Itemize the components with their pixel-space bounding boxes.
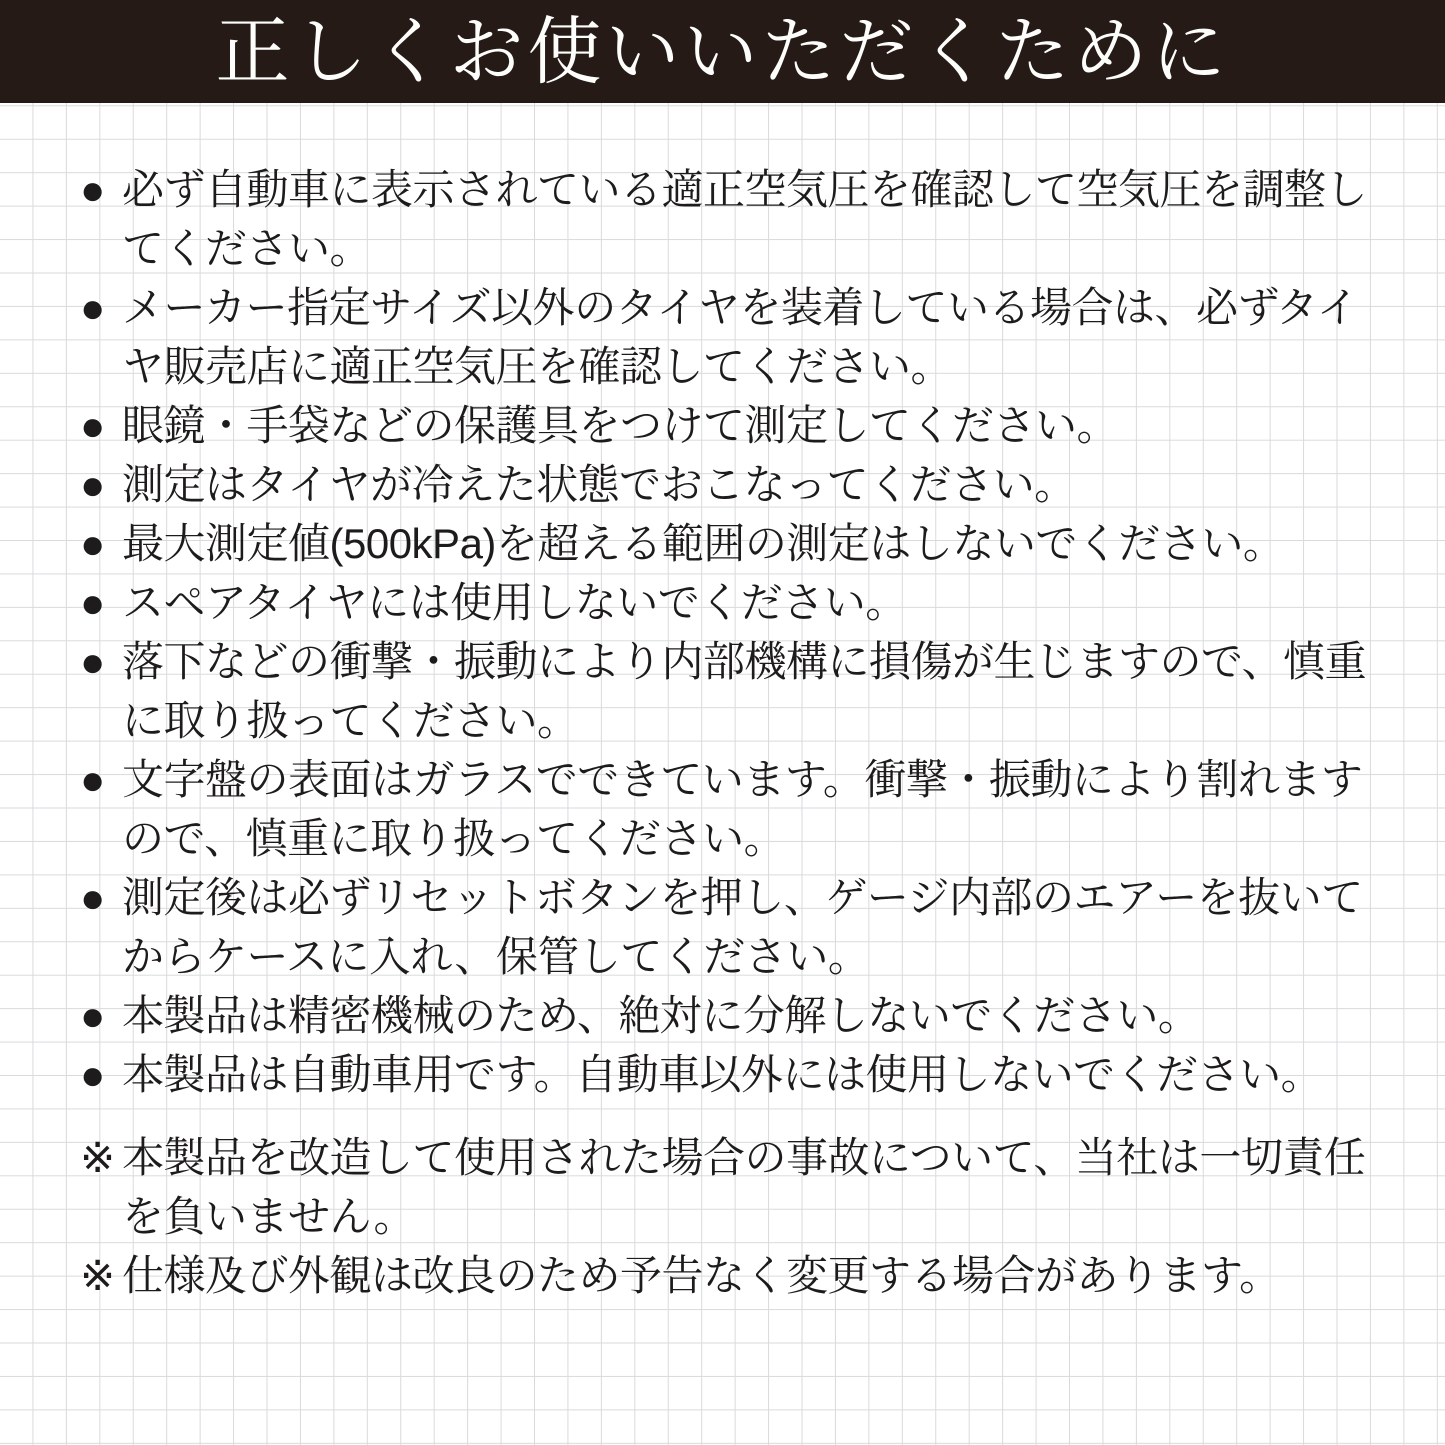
fine-print-item: [80, 1246, 1372, 1305]
bullet-icon: ●: [80, 992, 105, 1039]
note-item: [80, 455, 1372, 514]
fine-print-text: 仕様及び外観は改良のため予告なく変更する場合があります。: [122, 1252, 1281, 1299]
note-item: [80, 396, 1372, 455]
note-text: 眼鏡・手袋などの保護具をつけて測定してください。: [122, 402, 1119, 449]
bullet-icon: ●: [80, 520, 105, 567]
note-text: 測定後は必ずリセットボタンを押し、ゲージ内部のエアーを抜いてからケースに入れ、保管してください。: [122, 874, 1363, 980]
note-text: 落下などの衝撃・振動により内部機構に損傷が生じますので、慎重に取り扱ってください。: [122, 638, 1367, 744]
fine-print-text: 本製品を改造して使用された場合の事故について、当社は一切責任を負いません。: [122, 1134, 1366, 1240]
note-text: 文字盤の表面はガラスでできています。衝撃・振動により割れますので、慎重に取り扱ってください。: [122, 756, 1363, 862]
reference-mark-icon: ※: [80, 1134, 115, 1181]
bullet-icon: ●: [80, 1051, 105, 1098]
note-item: [80, 514, 1372, 573]
bullet-icon: ●: [80, 756, 105, 803]
note-text: 必ず自動車に表示されている適正空気圧を確認して空気圧を調整してください。: [122, 166, 1368, 272]
note-item: [80, 160, 1372, 278]
note-text: 本製品は精密機械のため、絶対に分解しないでください。: [122, 992, 1200, 1039]
page-title: 正しくお使いいただくために: [215, 10, 1230, 93]
fine-print-item: [80, 1128, 1372, 1246]
caution-notes-list: [80, 160, 1372, 1305]
note-item: [80, 868, 1372, 986]
bullet-icon: ●: [80, 402, 105, 449]
note-text: 測定はタイヤが冷えた状態でおこなってください。: [122, 461, 1076, 508]
note-text: スペアタイヤには使用しないでください。: [122, 579, 907, 626]
bullet-icon: ●: [80, 461, 105, 508]
note-text: 本製品は自動車用です。自動車以外には使用しないでください。: [122, 1051, 1323, 1098]
note-item: [80, 986, 1372, 1045]
bullet-icon: ●: [80, 638, 105, 685]
bullet-icon: ●: [80, 579, 105, 626]
bullet-icon: ●: [80, 166, 105, 213]
reference-mark-icon: ※: [80, 1252, 115, 1299]
note-text: メーカー指定サイズ以外のタイヤを装着している場合は、必ずタイヤ販売店に適正空気圧を確認してください。: [122, 284, 1359, 390]
bullet-icon: ●: [80, 284, 105, 331]
note-item: [80, 632, 1372, 750]
note-text: 最大測定値(500kPa)を超える範囲の測定はしないでください。: [122, 520, 1285, 567]
fine-print-section: [80, 1128, 1372, 1305]
bullet-icon: ●: [80, 874, 105, 921]
note-item: [80, 278, 1372, 396]
note-item: [80, 750, 1372, 868]
note-item: [80, 1045, 1372, 1104]
note-item: [80, 573, 1372, 632]
title-bar: [0, 0, 1445, 103]
